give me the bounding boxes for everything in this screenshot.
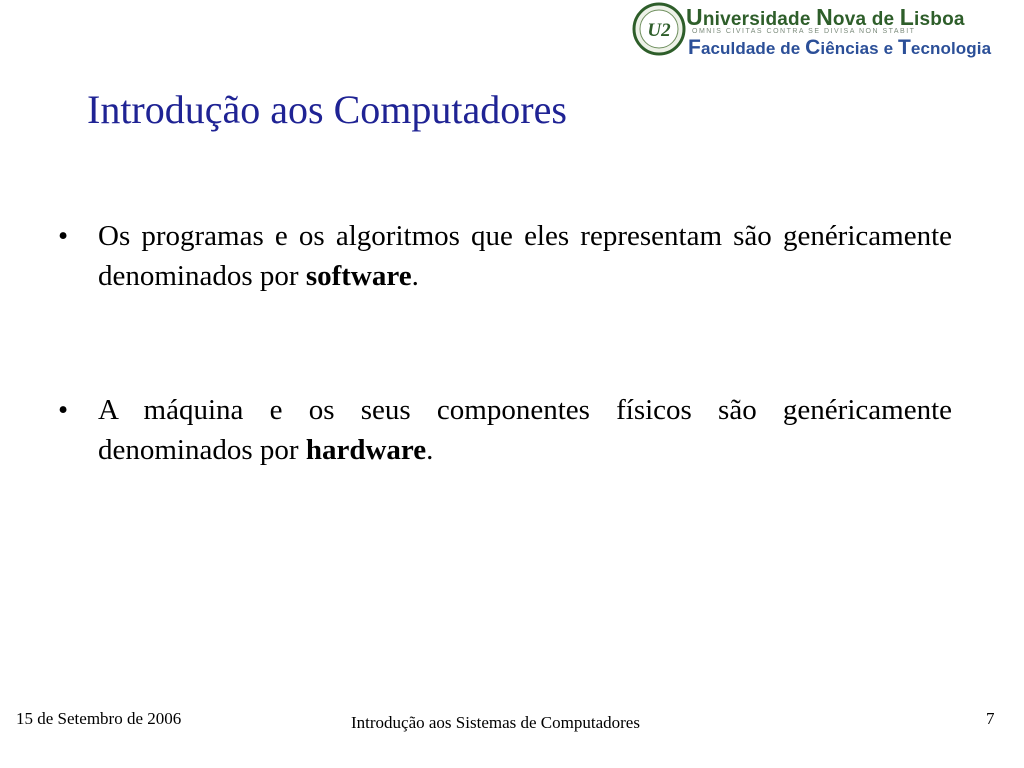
footer-course-title: Introdução aos Sistemas de Computadores [351,713,640,732]
page-number: 7 [986,709,995,728]
svg-text:U2: U2 [647,20,671,41]
footer-date: 15 de Setembro de 2006 [16,709,182,728]
slide-title: Introdução aos Computadores [87,87,567,132]
bold-term: hardware [305,434,427,466]
bullet-text: A máquina e os seus componentes físicos são genéricamente denominados por hardware. [98,394,952,466]
bullet-item-hardware [58,390,952,470]
university-motto: OMNIS CIVITAS CONTRA SE DIVISA NON STABIT [692,28,916,35]
bullet-item-software [58,216,952,296]
bold-term: software [305,260,412,292]
bullet-dot-icon: • [58,394,69,426]
bullet-text: Os programas e os algoritmos que eles representam são genéricamente denominados por software. [98,220,952,292]
faculty-name: Faculdade de Ciências e Tecnologia [688,36,992,59]
university-seal-icon [632,2,686,56]
university-logo [632,2,1020,64]
bullet-list [58,216,952,470]
logo-text [686,2,1020,62]
university-name: Universidade Nova de Lisboa [686,4,965,30]
bullet-dot-icon: • [58,220,69,252]
